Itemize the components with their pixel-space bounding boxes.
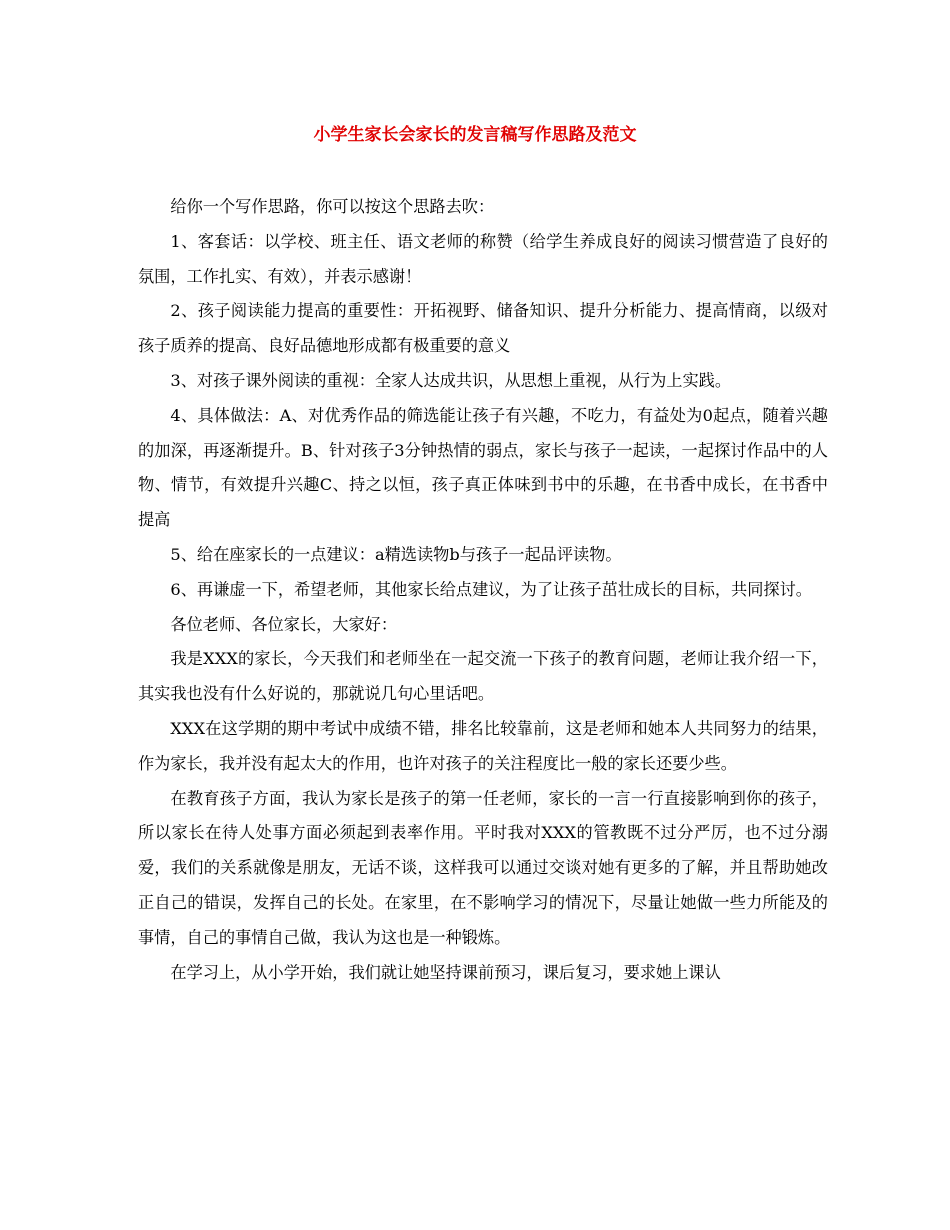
paragraph: 我是XXX的家长，今天我们和老师坐在一起交流一下孩子的教育问题，老师让我介绍一下，其实我也没有什么好说的，那就说几句心里话吧。 (138, 649, 828, 704)
paragraph: 在教育孩子方面，我认为家长是孩子的第一任老师，家长的一言一行直接影响到你的孩子，所以家长在待人处事方面必须起到表率作用。平时我对XXX的管教既不过分严厉，也不过分溺爱，我们的关系就像是朋友，无话不谈，这样我可以通过交谈对她有更多的了解，并且帮助她改正自己的错误，发挥自己的长处。在家里，在不影响学习的情况下，尽量让她做一些力所能及的事情，自己的事情自己做，我认为这也是一种锻炼。 (138, 788, 828, 947)
paragraph: 给你一个写作思路，你可以按这个思路去吹： (170, 197, 495, 216)
paragraph: 4、具体做法：A、对优秀作品的筛选能让孩子有兴趣，不吃力，有益处为0起点，随着兴趣的加深，再逐渐提升。B、针对孩子3分钟热情的弱点，家长与孩子一起读，一起探讨作品中的人物、情节，有效提升兴趣C、持之以恒，孩子真正体味到书中的乐趣，在书香中成长，在书香中提高 (138, 405, 828, 530)
paragraph: 1、客套话：以学校、班主任、语文老师的称赞（给学生养成良好的阅读习惯营造了良好的氛围，工作扎实、有效），并表示感谢！ (138, 231, 828, 286)
document-title: 小学生家长会家长的发言稿写作思路及范文 (313, 125, 637, 145)
paragraph: 2、孩子阅读能力提高的重要性：开拓视野、储备知识、提升分析能力、提高情商，以级对孩子质养的提高、良好品德地形成都有极重要的意义 (138, 301, 828, 356)
paragraph: 3、对孩子课外阅读的重视：全家人达成共识，从思想上重视，从行为上实践。 (170, 370, 732, 390)
paragraph: 在学习上，从小学开始，我们就让她坚持课前预习，课后复习，要求她上课认 (170, 962, 721, 982)
paragraph: 5、给在座家长的一点建议：a精选读物b与孩子一起品评读物。 (170, 544, 622, 564)
paragraph: XXX在这学期的期中考试中成绩不错，排名比较靠前，这是老师和她本人共同努力的结果，作为家长，我并没有起太大的作用，也许对孩子的关注程度比一般的家长还要少些。 (138, 718, 828, 773)
paragraph: 各位老师、各位家长，大家好： (170, 614, 398, 634)
paragraph: 6、再谦虚一下，希望老师，其他家长给点建议，为了让孩子茁壮成长的目标，共同探讨。 (170, 579, 812, 599)
document-body (138, 190, 828, 990)
